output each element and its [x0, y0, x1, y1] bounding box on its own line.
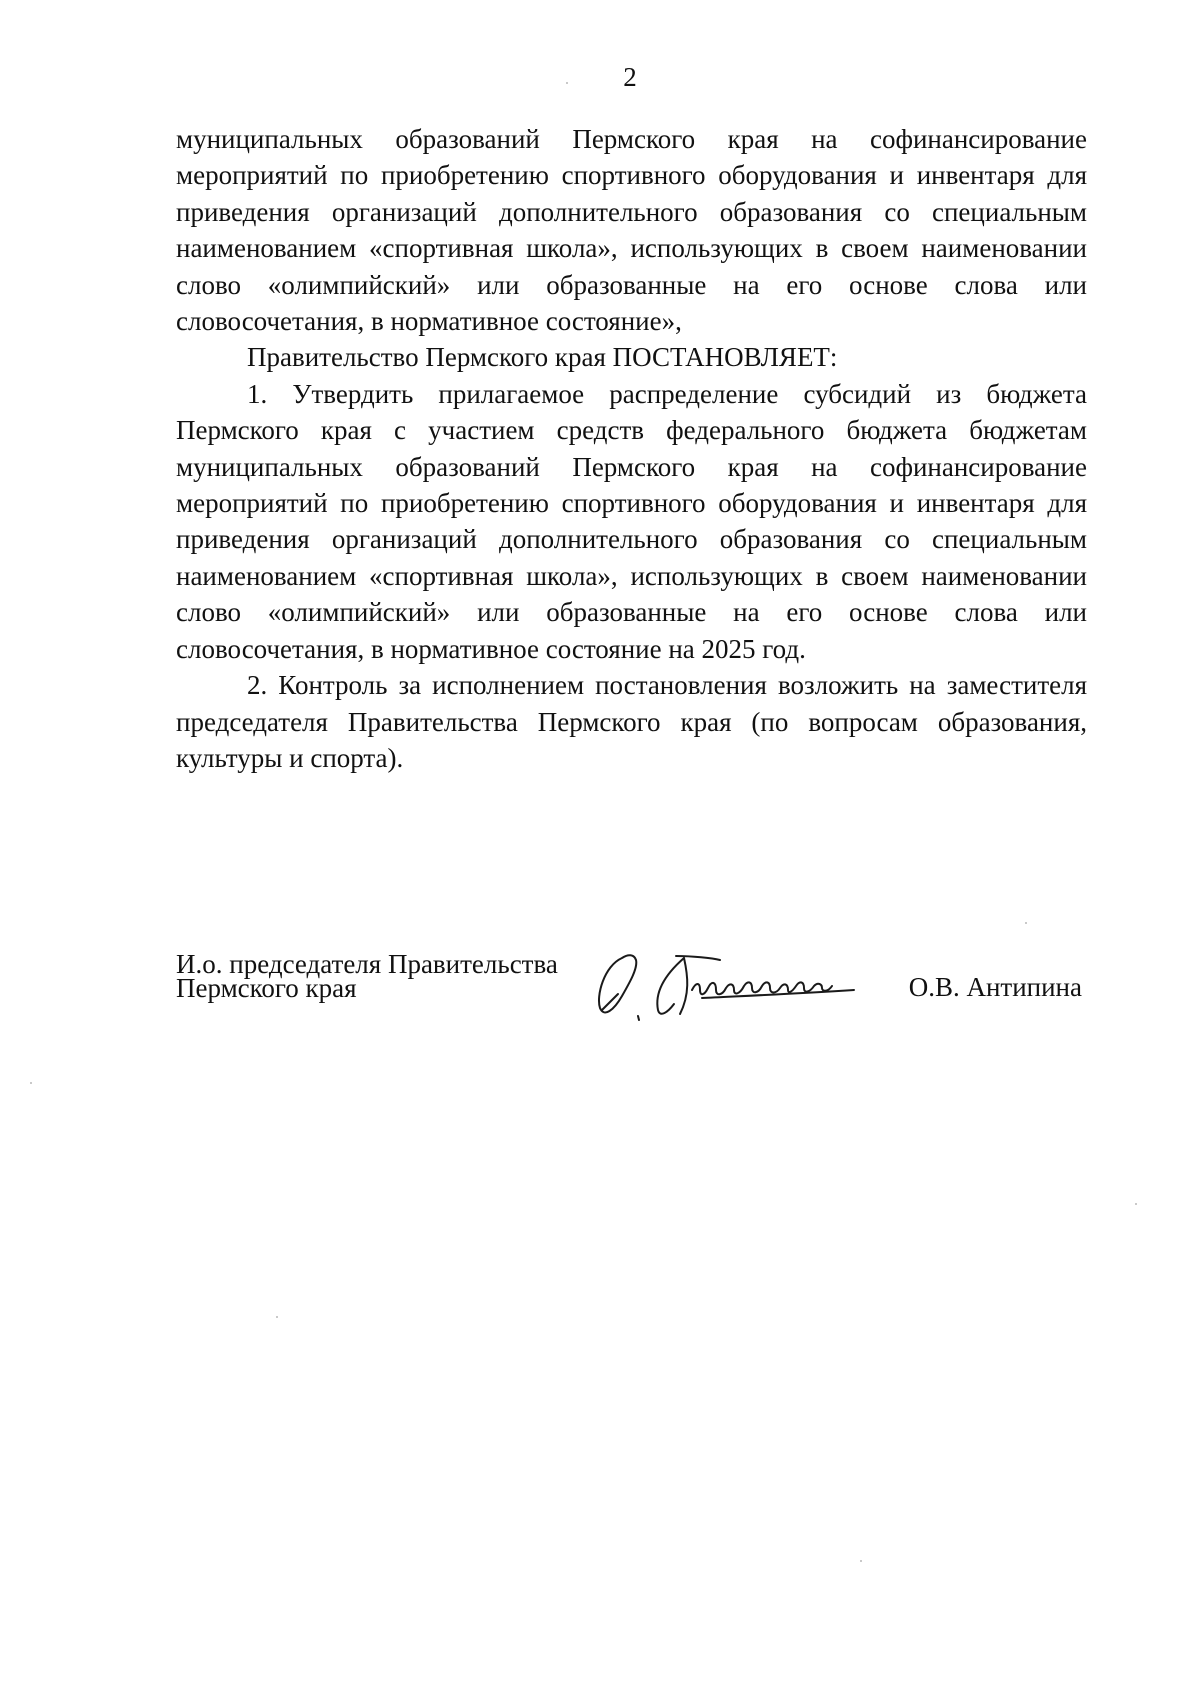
paragraph-item-2: 2. Контроль за исполнением постановления возложить на заместителя председателя Правительства Пермского края (по вопросам образования, культуры и спорта).	[176, 670, 1087, 773]
paragraph-continuation: муниципальных образований Пермского края на софинансирование мероприятий по приобретению спортивного оборудования и инвентаря для приведения организаций дополнительного образования со специальным наименованием «спортивная школа», использующих в своем наименовании слово «олимпийский» или образованные на его основе слова или словосочетания, в нормативное состояние»,	[176, 124, 1087, 337]
page-number: 2	[623, 62, 637, 92]
signatory-title-line-1: И.о. председателя Правительства	[176, 949, 558, 979]
scan-speck	[276, 1316, 278, 1318]
scan-speck	[860, 1560, 862, 1562]
document-body	[176, 121, 1087, 776]
signature-block	[176, 949, 1088, 1022]
scan-speck	[566, 82, 568, 84]
paragraph-resolves: Правительство Пермского края ПОСТАНОВЛЯЕТ:	[247, 342, 838, 373]
scan-speck	[30, 1082, 32, 1084]
handwritten-signature-icon	[592, 946, 882, 1026]
paragraph-item-1: 1. Утвердить прилагаемое распределение субсидий из бюджета Пермского края с участием средств федерального бюджета бюджетам муниципальных образований Пермского края на софинансирование мероприятий по приобретению спортивного оборудования и инвентаря для приведения организаций дополнительного образования со специальным наименованием «спортивная школа», использующих в своем наименовании слово «олимпийский» или образованные на его основе слова или словосочетания, в нормативное состояние на 2025 год.	[176, 378, 1087, 664]
signatory-title-line-2: Пермского края	[176, 973, 357, 1003]
scan-speck	[1135, 1203, 1137, 1205]
scan-speck	[1025, 922, 1027, 924]
signatory-title	[176, 949, 558, 1003]
signatory-name: О.В. Антипина	[908, 972, 1082, 1002]
